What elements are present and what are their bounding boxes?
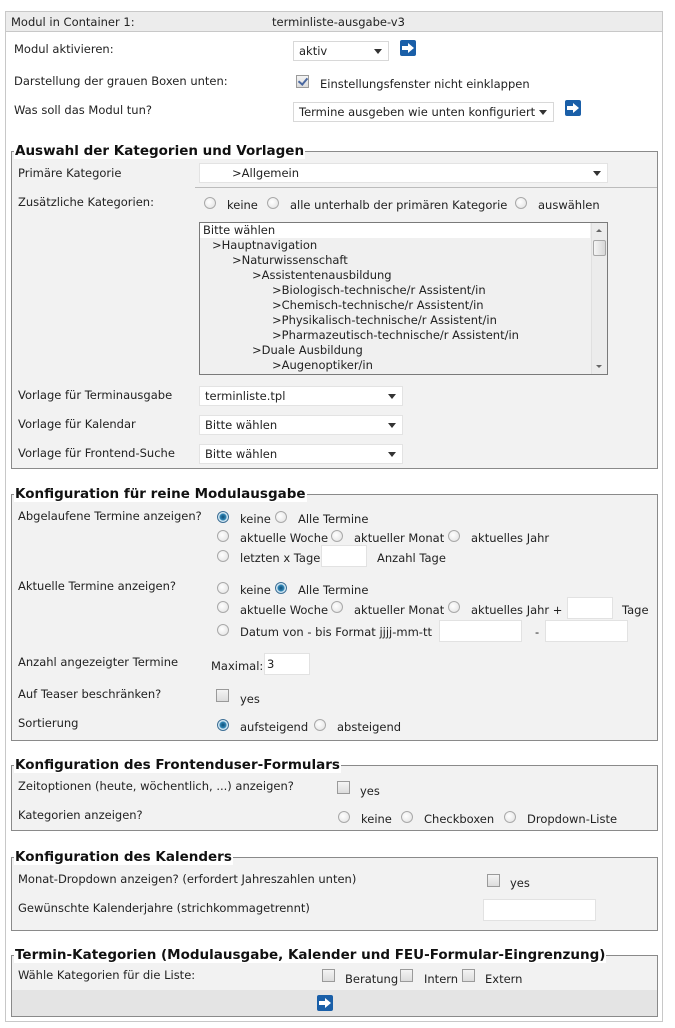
activate-go-button[interactable] <box>400 40 416 56</box>
month-dropdown-label: Monat-Dropdown anzeigen? (erfordert Jahreszahlen unten) <box>18 872 357 886</box>
arrow-right-icon <box>402 43 414 53</box>
additional-select-radio[interactable] <box>515 197 527 209</box>
month-dropdown-checkbox-label: yes <box>510 876 530 890</box>
listbox-scrollbar[interactable] <box>591 223 607 374</box>
current-all-radio[interactable] <box>275 582 287 594</box>
template-calendar-label: Vorlage für Kalendar <box>18 417 136 431</box>
list-item[interactable]: >Chemisch-technische/r Assistent/in <box>272 298 484 312</box>
sort-desc-label: absteigend <box>337 720 402 734</box>
teaser-label: Auf Teaser beschränken? <box>18 687 162 701</box>
category-beratung-checkbox[interactable] <box>322 969 335 982</box>
current-days-suffix: Tage <box>622 603 649 617</box>
current-week-label: aktuelle Woche <box>240 603 329 617</box>
additional-all-below-radio[interactable] <box>267 197 279 209</box>
module-output-legend: Konfiguration für reine Modulausgabe <box>15 486 306 502</box>
category-beratung-label: Beratung <box>345 972 399 986</box>
past-week-radio[interactable] <box>217 530 229 542</box>
teaser-checkbox[interactable] <box>216 689 229 702</box>
current-month-radio[interactable] <box>331 601 343 613</box>
activate-select-value: aktiv <box>299 44 328 58</box>
scroll-up-icon[interactable] <box>596 229 602 232</box>
date-range-separator: - <box>535 625 540 639</box>
past-none-radio[interactable] <box>217 511 229 523</box>
show-categories-none-label: keine <box>361 812 392 826</box>
show-categories-checkboxes-label: Checkboxen <box>424 812 495 826</box>
additional-categories-label: Zusätzliche Kategorien: <box>18 195 154 209</box>
template-output-label: Vorlage für Terminausgabe <box>18 388 173 402</box>
additional-none-label: keine <box>227 198 258 212</box>
chevron-down-icon <box>388 452 396 457</box>
show-categories-dropdown-radio[interactable] <box>504 811 516 823</box>
list-item[interactable]: >Biologisch-technische/r Assistent/in <box>272 283 486 297</box>
current-year-label: aktuelles Jahr + <box>471 603 563 617</box>
count-prefix: Maximal: <box>211 659 264 673</box>
current-days-input[interactable] <box>567 597 613 619</box>
list-item[interactable]: Bitte wählen <box>200 223 590 238</box>
event-categories-legend: Termin-Kategorien (Modulausgabe, Kalender und FEU-Formular-Eingrenzung) <box>15 947 606 963</box>
count-label: Anzahl angezeigter Termine <box>18 655 179 669</box>
frontend-form-legend: Konfiguration des Frontenduser-Formulars <box>15 757 340 773</box>
teaser-checkbox-label: yes <box>240 692 260 706</box>
list-item[interactable]: >Pharmazeutisch-technische/r Assistent/in <box>272 328 519 342</box>
action-select-value: Termine ausgeben wie unten konfiguriert <box>299 105 536 119</box>
date-to-input[interactable] <box>545 620 628 642</box>
past-month-radio[interactable] <box>331 530 343 542</box>
template-calendar-select[interactable] <box>199 415 403 435</box>
primary-divider <box>195 187 657 188</box>
primary-category-value: >Allgemein <box>232 166 300 180</box>
template-output-select[interactable] <box>199 386 403 406</box>
arrow-right-icon <box>567 103 579 113</box>
past-week-label: aktuelle Woche <box>240 531 329 545</box>
past-last-x-radio[interactable] <box>217 550 229 562</box>
choose-categories-label: Wähle Kategorien für die Liste: <box>18 968 196 982</box>
categories-legend: Auswahl der Kategorien und Vorlagen <box>15 143 305 159</box>
past-days-suffix: Anzahl Tage <box>377 551 446 565</box>
list-item[interactable]: >Duale Ausbildung <box>252 343 363 357</box>
current-range-label: Datum von - bis Format jjjj-mm-tt <box>240 625 432 639</box>
time-options-checkbox[interactable] <box>337 781 350 794</box>
activate-label: Modul aktivieren: <box>14 42 114 56</box>
past-month-label: aktueller Monat <box>354 531 445 545</box>
current-week-radio[interactable] <box>217 601 229 613</box>
list-item[interactable]: >Hauptnavigation <box>212 238 318 252</box>
show-categories-none-radio[interactable] <box>338 811 350 823</box>
time-options-label: Zeitoptionen (heute, wöchentlich, ...) anzeigen? <box>18 779 294 793</box>
action-go-button[interactable] <box>565 100 581 116</box>
module-name: terminliste-ausgabe-v3 <box>272 15 405 29</box>
sort-asc-radio[interactable] <box>217 719 229 731</box>
list-item[interactable]: >Augenoptiker/in <box>272 358 373 372</box>
chevron-down-icon <box>374 49 382 54</box>
additional-select-label: auswählen <box>538 198 600 212</box>
list-item[interactable]: >Physikalisch-technische/r Assistent/in <box>272 313 497 327</box>
calendar-years-input[interactable] <box>483 899 596 921</box>
chevron-down-icon <box>388 394 396 399</box>
sort-label: Sortierung <box>18 716 79 730</box>
template-calendar-value: Bitte wählen <box>205 418 278 432</box>
keep-expanded-label: Einstellungsfenster nicht einklappen <box>320 77 530 91</box>
scroll-down-icon[interactable] <box>596 365 602 368</box>
sort-asc-label: aufsteigend <box>240 720 309 734</box>
list-item[interactable]: >Assistentenausbildung <box>252 268 392 282</box>
action-select[interactable] <box>293 102 554 122</box>
calendar-legend: Konfiguration des Kalenders <box>15 849 232 865</box>
show-categories-checkboxes-radio[interactable] <box>401 811 413 823</box>
calendar-years-label: Gewünschte Kalenderjahre (strichkommagetrennt) <box>18 901 310 915</box>
template-output-value: terminliste.tpl <box>205 389 286 403</box>
additional-all-below-label: alle unterhalb der primären Kategorie <box>290 198 508 212</box>
current-range-radio[interactable] <box>217 624 229 636</box>
scroll-thumb[interactable] <box>593 240 606 256</box>
chevron-down-icon <box>388 423 396 428</box>
additional-categories-listbox[interactable] <box>199 222 608 375</box>
current-all-label: Alle Termine <box>298 583 369 597</box>
chevron-down-icon <box>539 110 547 115</box>
activate-select[interactable] <box>293 41 389 61</box>
show-categories-label: Kategorien anzeigen? <box>18 808 143 822</box>
category-intern-checkbox[interactable] <box>400 969 413 982</box>
past-events-label: Abgelaufene Termine anzeigen? <box>18 509 202 523</box>
current-events-label: Aktuelle Termine anzeigen? <box>18 579 177 593</box>
submit-button[interactable] <box>317 995 333 1011</box>
current-month-label: aktueller Monat <box>354 603 445 617</box>
category-extern-checkbox[interactable] <box>462 969 475 982</box>
count-input[interactable]: 3 <box>264 653 310 675</box>
time-options-checkbox-label: yes <box>360 784 380 798</box>
past-year-radio[interactable] <box>448 530 460 542</box>
submit-bar <box>12 990 657 1016</box>
category-intern-label: Intern <box>424 972 459 986</box>
past-year-label: aktuelles Jahr <box>471 531 550 545</box>
additional-none-radio[interactable] <box>204 197 216 209</box>
keep-expanded-checkbox[interactable] <box>296 75 309 88</box>
action-label: Was soll das Modul tun? <box>14 103 152 117</box>
template-search-value: Bitte wählen <box>205 447 278 461</box>
grey-boxes-label: Darstellung der grauen Boxen unten: <box>14 74 228 88</box>
template-search-select[interactable] <box>199 444 403 464</box>
date-from-input[interactable] <box>439 620 522 642</box>
past-none-label: keine <box>240 512 271 526</box>
list-item[interactable]: >Naturwissenschaft <box>232 253 348 267</box>
template-search-label: Vorlage für Frontend-Suche <box>18 446 175 460</box>
past-days-input[interactable] <box>321 545 367 567</box>
month-dropdown-checkbox[interactable] <box>487 874 500 887</box>
container-label: Modul in Container 1: <box>11 15 135 29</box>
category-extern-label: Extern <box>485 972 523 986</box>
current-none-label: keine <box>240 583 271 597</box>
primary-category-select[interactable] <box>199 163 608 183</box>
sort-desc-radio[interactable] <box>314 719 326 731</box>
past-all-label: Alle Termine <box>298 512 369 526</box>
past-all-radio[interactable] <box>275 511 287 523</box>
current-none-radio[interactable] <box>217 582 229 594</box>
chevron-down-icon <box>593 171 601 176</box>
current-year-radio[interactable] <box>448 601 460 613</box>
primary-category-label: Primäre Kategorie <box>18 166 122 180</box>
arrow-right-icon <box>319 998 331 1008</box>
past-last-x-label: letzten x Tage <box>240 551 321 565</box>
show-categories-dropdown-label: Dropdown-Liste <box>527 812 618 826</box>
